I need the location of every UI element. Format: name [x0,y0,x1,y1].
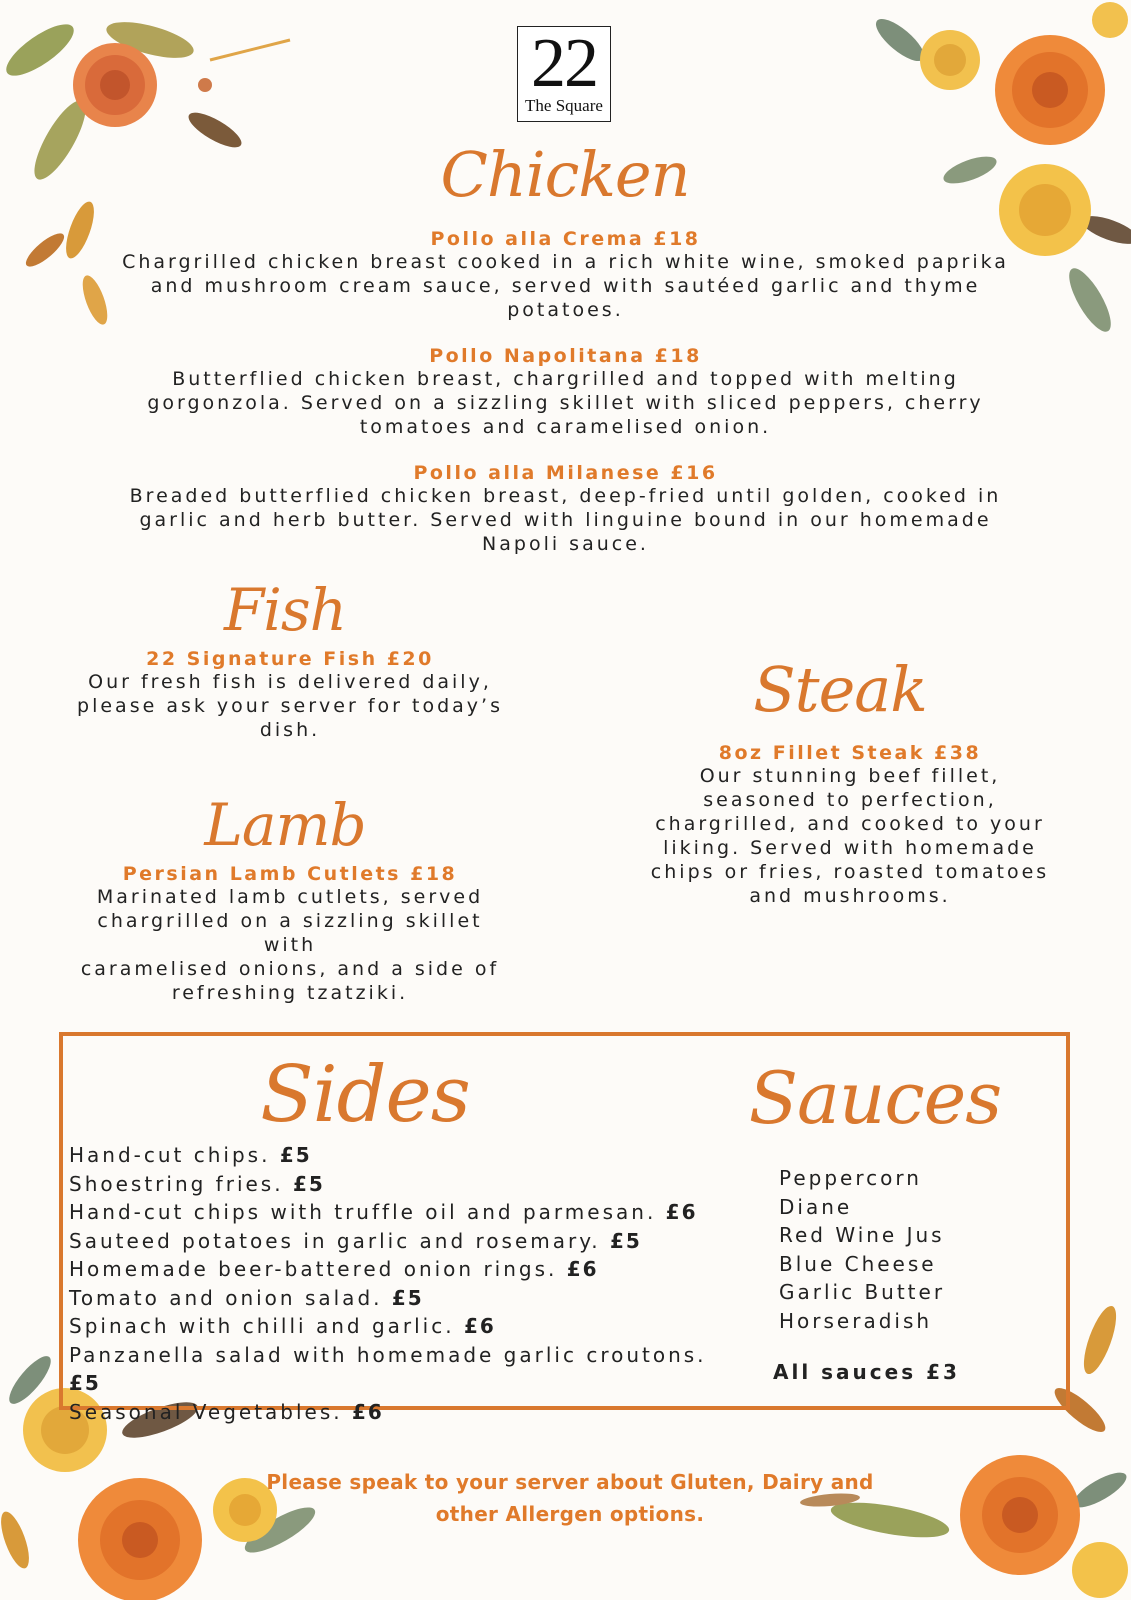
fish-heading: Fish [224,576,346,644]
dish-description-line: gorgonzola. Served on a sizzling skillet with sliced peppers, cherry [147,392,984,414]
dish-description-line: caramelised onions, and a side of [80,958,500,980]
side-price: £6 [665,1200,698,1224]
steak-section [640,742,1060,908]
lamb-heading: Lamb [204,791,366,859]
dish-description-line: Butterflied chicken breast, chargrilled and topped with melting [172,368,959,390]
sauces-heading: Sauces [748,1056,1002,1140]
dish-description-line: seasoned to perfection, [703,789,997,811]
side-price: £6 [351,1399,384,1424]
dish-description-line: liking. Served with homemade [663,837,1037,859]
dish-description-line: garlic and herb butter. Served with linguine bound in our homemade [139,509,992,531]
dish-description-line: Chargrilled chicken breast cooked in a rich white wine, smoked paprika [122,251,1009,273]
list-item: Diane [779,1194,853,1219]
dish-item [85,462,1046,556]
dish-name: 22 Signature Fish £20 [146,648,434,670]
side-label: Tomato and onion salad. [69,1285,383,1310]
side-label: Spinach with chilli and garlic. [69,1314,455,1338]
dish-name: Pollo alla Milanese £16 [413,462,718,484]
list-item [69,1141,709,1170]
list-item [69,1341,709,1398]
side-label: Hand-cut chips with truffle oil and parmesan. [69,1200,657,1224]
dish-description-line: Our fresh fish is delivered daily, [88,671,492,693]
list-item [69,1227,709,1256]
allergen-note [240,1466,900,1530]
steak-heading: Steak [753,653,927,726]
sauces-list [779,1164,1039,1335]
sides-list [69,1141,709,1426]
restaurant-logo [517,26,611,122]
side-price: £5 [292,1171,325,1196]
side-label: Sauteed potatoes in garlic and rosemary. [69,1228,601,1253]
dish-description-line: Napoli sauce. [482,533,649,555]
allergen-note-line: other Allergen options. [435,1502,705,1526]
side-price: £5 [279,1143,312,1167]
chicken-heading: Chicken [440,138,690,211]
dish-description-line: and mushroom cream sauce, served with sautéed garlic and thyme [150,275,981,297]
dish-description-line: and mushrooms. [749,885,951,907]
dish-item [85,345,1046,439]
dish-description-line: Marinated lamb cutlets, served [96,886,484,908]
sauces-price-note: All sauces £3 [773,1360,960,1384]
dish-item [85,228,1046,322]
dish-description-line: Our stunning beef fillet, [699,765,1001,787]
list-item [69,1284,709,1313]
side-label: Hand-cut chips. [69,1143,271,1167]
logo-subtitle: The Square [525,96,603,115]
allergen-note-line: Please speak to your server about Gluten, Dairy and [266,1470,874,1494]
dish-description-line: refreshing tzatziki. [171,982,409,1004]
list-item [69,1170,709,1199]
side-price: £5 [609,1228,642,1253]
list-item [69,1255,709,1284]
side-price: £5 [69,1371,101,1395]
dish-description-line: chargrilled, and cooked to your [655,813,1045,835]
logo-number: 22 [531,25,597,102]
list-item [69,1198,709,1227]
side-label: Seasonal Vegetables. [69,1399,343,1424]
dish-name: 8oz Fillet Steak £38 [718,742,982,764]
dish-description-line: please ask your server for today’s [77,695,503,717]
dish-description-line: tomatoes and caramelised onion. [359,416,772,438]
lamb-section [70,863,510,1005]
list-item: Peppercorn [779,1166,922,1190]
side-label: Homemade beer-battered onion rings. [69,1257,558,1281]
sides-heading: Sides [260,1050,470,1140]
list-item: Blue Cheese [779,1251,937,1276]
side-label: Panzanella salad with homemade garlic croutons. [69,1342,707,1367]
dish-description-line: dish. [259,719,321,741]
side-price: £6 [463,1314,496,1338]
side-price: £6 [566,1257,599,1281]
dish-name: Pollo alla Crema £18 [430,228,701,250]
side-price: £5 [391,1285,424,1310]
list-item: Garlic Butter [779,1280,946,1304]
list-item: Horseradish [779,1308,933,1333]
dish-name: Persian Lamb Cutlets £18 [122,863,458,885]
dish-description-line: Breaded butterflied chicken breast, deep-fried until golden, cooked in [129,485,1002,507]
fish-section [70,648,510,742]
dish-name: Pollo Napolitana £18 [429,345,702,367]
dish-description-line: potatoes. [507,299,624,321]
dish-description-line: chargrilled on a sizzling skillet with [97,910,483,956]
side-label: Shoestring fries. [69,1171,284,1196]
list-item [69,1398,709,1427]
list-item [69,1312,709,1341]
list-item: Red Wine Jus [779,1223,945,1247]
chicken-section [85,228,1046,556]
dish-description-line: chips or fries, roasted tomatoes [650,861,1050,883]
